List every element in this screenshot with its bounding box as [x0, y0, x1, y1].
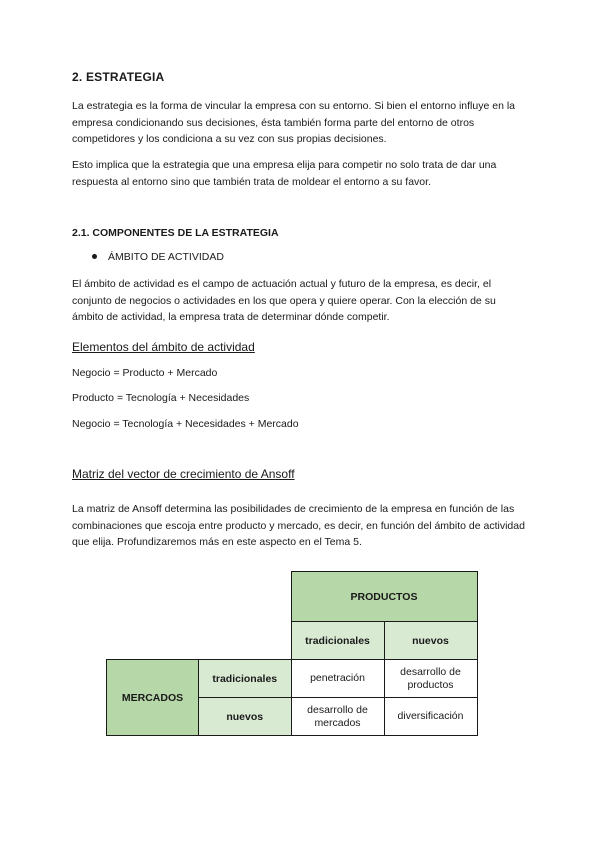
paragraph-strategy-definition: La estrategia es la forma de vincular la empresa con su entorno. Si bien el entorno influye en la empresa condicionando sus decisiones, ésta también forma parte del entorno de otros competidores y los condiciona a su vez con sus propias decisiones. [72, 100, 516, 145]
ansoff-matrix [106, 571, 478, 736]
section-title: 2. ESTRATEGIA [72, 70, 165, 84]
cell-desarrollo-productos: desarrollo de productos [384, 660, 477, 698]
bullet-label: ÁMBITO DE ACTIVIDAD [108, 251, 224, 263]
paragraph-ansoff: La matriz de Ansoff determina las posibilidades de crecimiento de la empresa en función de las combinaciones que escoja entre producto y mercado, es decir, en función del ámbito de actividad que elija. Profundizaremos más en este aspecto en el Tema 5. [72, 503, 525, 548]
matrix-empty-cell [107, 572, 199, 622]
formula-1: Negocio = Producto + Mercado [72, 367, 218, 379]
row-header-nuevos: nuevos [199, 698, 292, 736]
productos-header: PRODUCTOS [291, 572, 477, 622]
paragraph-ambito: El ámbito de actividad es el campo de actuación actual y futuro de la empresa, es decir, el conjunto de negocios o actividades en los que opera y quiere operar. Con la elección de su ámbito de actividad, la empresa trata de determinar dónde competir. [72, 278, 496, 323]
col-header-nuevos: nuevos [384, 622, 477, 660]
formula-3: Negocio = Tecnología + Necesidades + Mercado [72, 418, 299, 430]
matrix-empty-cell [199, 572, 292, 622]
matrix-empty-cell [107, 622, 199, 660]
cell-desarrollo-mercados: desarrollo de mercados [291, 698, 384, 736]
col-header-tradicionales: tradicionales [291, 622, 384, 660]
matrix-heading: Matriz del vector de crecimiento de Ansoff [72, 467, 295, 481]
elements-heading: Elementos del ámbito de actividad [72, 340, 255, 354]
formula-2: Producto = Tecnología + Necesidades [72, 392, 250, 404]
mercados-header: MERCADOS [107, 660, 199, 736]
cell-penetracion: penetración [291, 660, 384, 698]
paragraph-strategy-implication: Esto implica que la estrategia que una empresa elija para competir no solo trata de dar una respuesta al entorno sino que también trata de moldear el entorno a su favor. [72, 159, 497, 188]
matrix-empty-cell [199, 622, 292, 660]
bullet-item [92, 251, 224, 263]
bullet-dot-icon [92, 254, 97, 259]
row-header-tradicionales: tradicionales [199, 660, 292, 698]
cell-diversificacion: diversificación [384, 698, 477, 736]
subsection-title: 2.1. COMPONENTES DE LA ESTRATEGIA [72, 227, 279, 239]
